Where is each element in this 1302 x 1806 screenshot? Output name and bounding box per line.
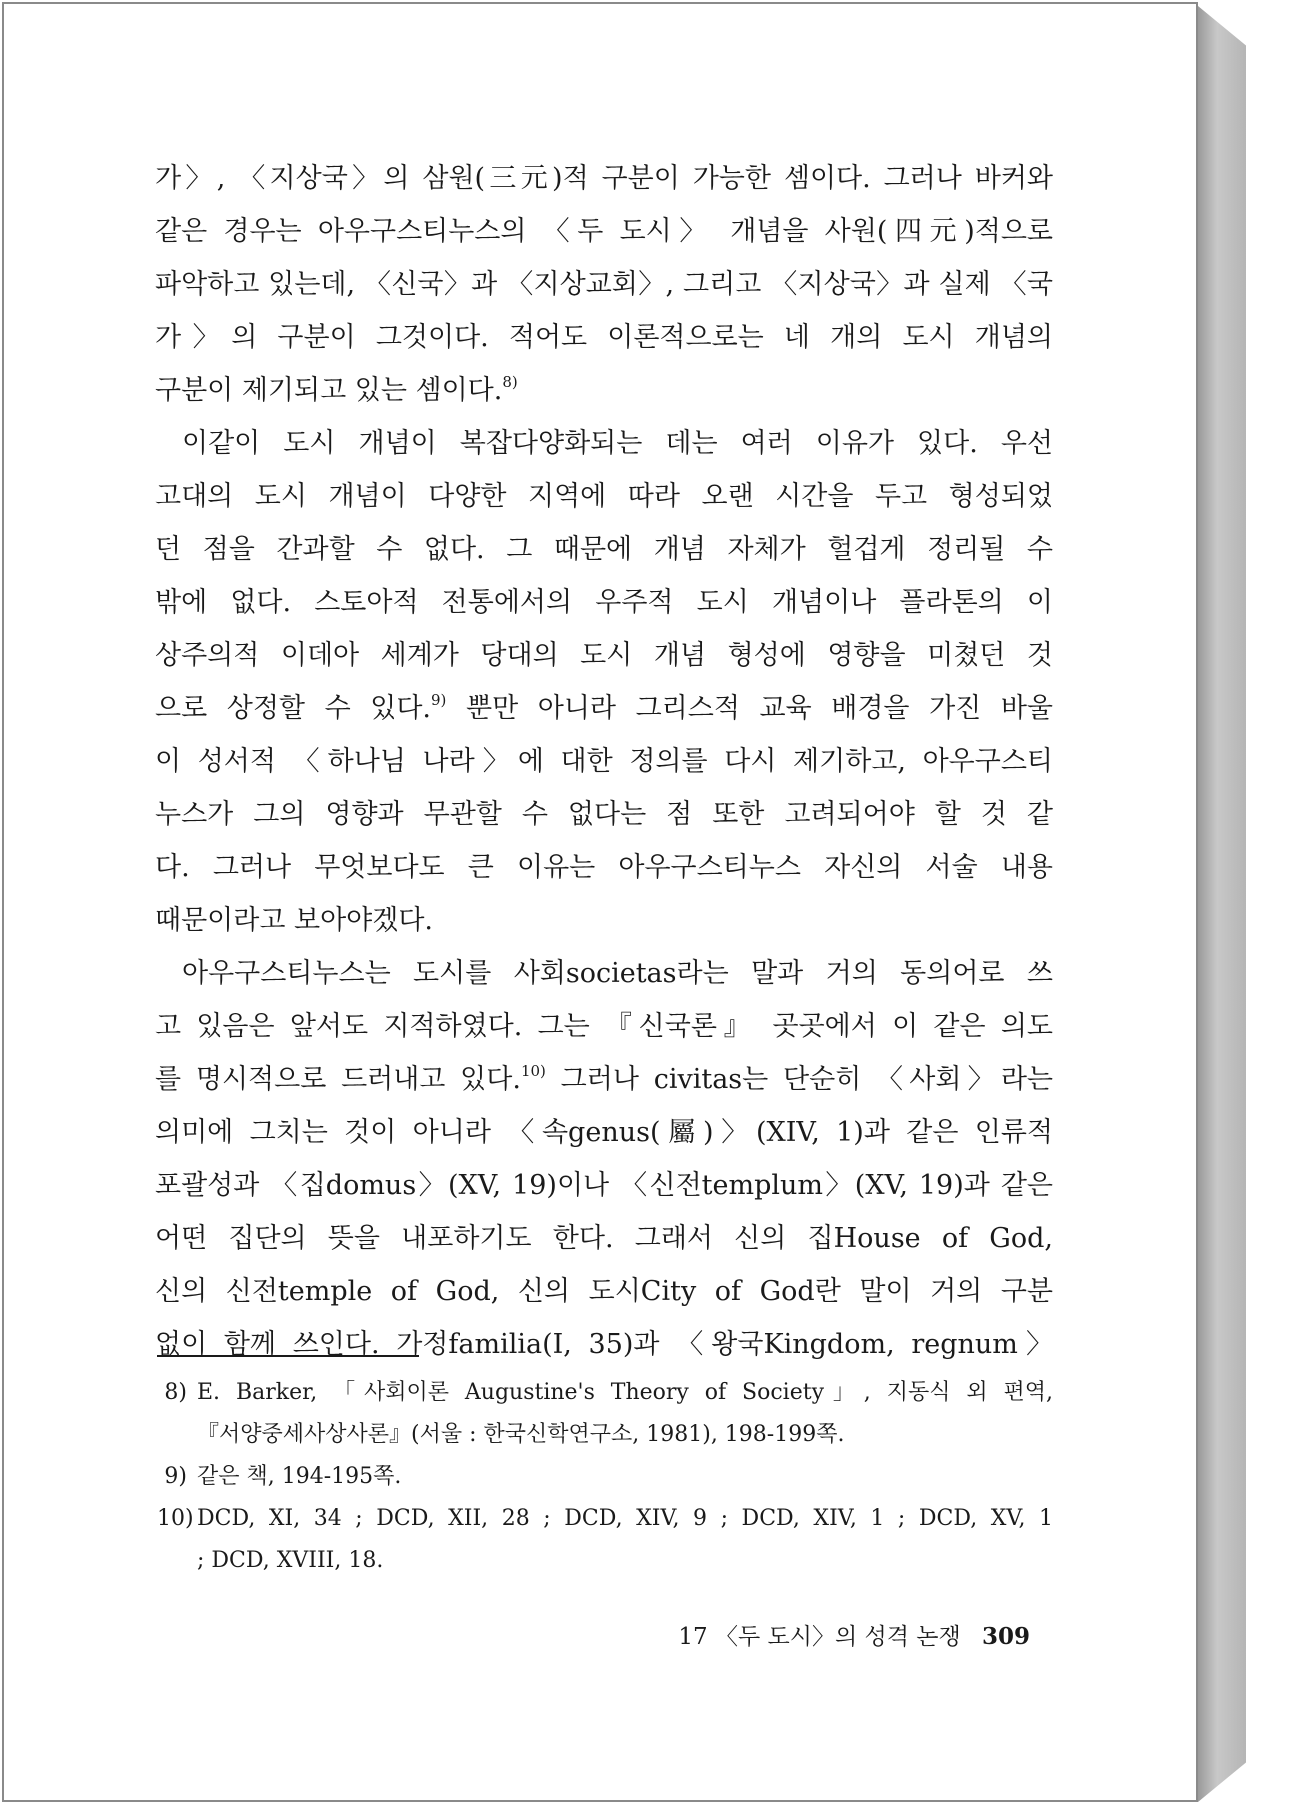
text-line: 고대의 도시 개념이 다양한 지역에 따라 오랜 시간을 두고 형성되었	[155, 481, 1053, 512]
text-line: 누스가 그의 영향과 무관할 수 없다는 점 또한 고려되어야 할 것 같	[155, 799, 1053, 830]
text-line: 고 있음은 앞서도 지적하였다. 그는 『신국론』 곳곳에서 이 같은 의도	[155, 1011, 1053, 1042]
text-line: 때문이라고 보아야겠다.	[155, 905, 433, 936]
footnote-10	[157, 1498, 1053, 1582]
page-number: 309	[981, 1623, 1030, 1650]
footnote-ref-10: 10)	[520, 1062, 546, 1080]
text-line: 를 명시적으로 드러내고 있다.$^{10)}$ 그러나 civitas는 단순히 〈사회〉라는	[155, 1062, 1053, 1095]
text-line: 없이 함께 쓰인다. 가정familia(I, 35)과 〈왕국Kingdom, regnum〉	[155, 1329, 1053, 1360]
text-line: 어떤 집단의 뜻을 내포하기도 한다. 그래서 신의 집House of God,	[155, 1223, 1053, 1254]
footnotes	[157, 1372, 1053, 1582]
chapter-title: 17 〈두 도시〉의 성격 논쟁	[678, 1624, 961, 1650]
footnote-line: E. Barker, 「사회이론 Augustine's Theory of Society」, 지동식 외 편역,	[197, 1380, 1053, 1405]
page-edge-shadow	[1198, 6, 1246, 1802]
text-line: 의미에 그치는 것이 아니라 〈속genus(屬)〉(XIV, 1)과 같은 인류적	[155, 1117, 1053, 1148]
text-line: 이 성서적 〈하나님 나라〉에 대한 정의를 다시 제기하고, 아우구스티	[155, 746, 1053, 777]
footnote-line: ; DCD, XVIII, 18.	[197, 1548, 384, 1573]
footnote-ref-9: 9)	[431, 691, 447, 709]
text-line: 상주의적 이데아 세계가 당대의 도시 개념 형성에 영향을 미쳤던 것	[155, 640, 1053, 671]
text-line: 같은 경우는 아우구스티누스의 〈두 도시〉 개념을 사원(四元)적으로	[155, 216, 1053, 247]
footnote-number: 9)	[164, 1464, 187, 1489]
footnote-line: 같은 책, 194-195쪽.	[197, 1464, 402, 1489]
footnote-ref-8: 8)	[502, 373, 518, 391]
text-line: 이같이 도시 개념이 복잡다양화되는 데는 여러 이유가 있다. 우선	[182, 428, 1053, 459]
body-text	[155, 152, 1053, 1371]
text-line: 파악하고 있는데, 〈신국〉과 〈지상교회〉, 그리고 〈지상국〉과 실제 〈국	[155, 269, 1053, 300]
footnote-8	[157, 1372, 1053, 1456]
text-line: 포괄성과 〈집domus〉(XV, 19)이나 〈신전templum〉(XV, 19)과 같은	[155, 1170, 1053, 1201]
text-line: 아우구스티누스는 도시를 사회societas라는 말과 거의 동의어로 쓰	[182, 958, 1053, 989]
footnote-number: 10)	[157, 1506, 194, 1531]
text-line: 던 점을 간과할 수 없다. 그 때문에 개념 자체가 헐겁게 정리될 수	[155, 534, 1053, 565]
text-line: 구분이 제기되고 있는 셈이다.$^{8)}$	[155, 373, 518, 406]
text-line: 신의 신전temple of God, 신의 도시City of God란 말이 거의 구분	[155, 1276, 1053, 1307]
text-line: 다. 그러나 무엇보다도 큰 이유는 아우구스티누스 자신의 서술 내용	[155, 852, 1053, 883]
footnote-line: DCD, XI, 34 ; DCD, XII, 28 ; DCD, XIV, 9 ; DCD, XIV, 1 ; DCD, XV, 1	[197, 1506, 1053, 1531]
text-line: 가〉의 구분이 그것이다. 적어도 이론적으로는 네 개의 도시 개념의	[155, 322, 1053, 353]
text-line: 가〉, 〈지상국〉의 삼원(三元)적 구분이 가능한 셈이다. 그러나 바커와	[155, 163, 1053, 194]
footnote-line: 『서양중세사상사론』(서울 : 한국신학연구소, 1981), 198-199쪽.	[197, 1422, 845, 1447]
text-line: 밖에 없다. 스토아적 전통에서의 우주적 도시 개념이나 플라톤의 이	[155, 587, 1053, 618]
footnote-9	[157, 1456, 1053, 1498]
running-footer	[678, 1618, 1030, 1651]
footnote-divider	[157, 1355, 419, 1357]
text-line: 으로 상정할 수 있다.$^{9)}$ 뿐만 아니라 그리스적 교육 배경을 가진 바울	[155, 691, 1053, 724]
footnote-number: 8)	[164, 1380, 187, 1405]
